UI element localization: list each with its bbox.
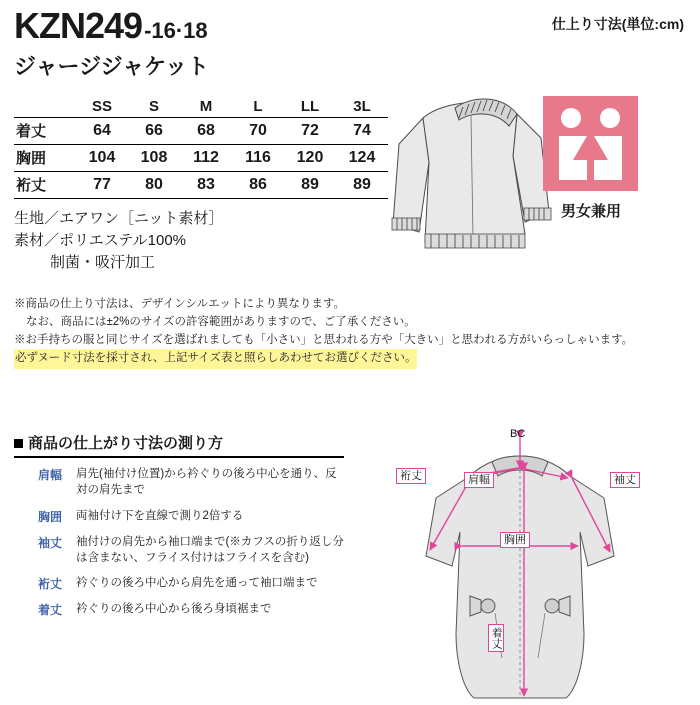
table-cell: 89: [336, 172, 388, 199]
table-row: [14, 118, 388, 145]
product-code-suffix: -16·18: [144, 18, 208, 43]
table-row-label: 裄丈: [14, 172, 76, 199]
table-cell: 116: [232, 145, 284, 172]
table-cell: 120: [284, 145, 336, 172]
table-cell: 77: [76, 172, 128, 199]
note-line: なお、商品には±2%のサイズの許容範囲がありますので、ご了承ください。: [26, 315, 416, 328]
table-header-row: [14, 96, 388, 118]
table-column-header: 3L: [336, 96, 388, 118]
list-item: [14, 601, 344, 618]
table-cell: 124: [336, 145, 388, 172]
diagram-label-katahaba: 肩幅: [464, 472, 494, 488]
section-heading: [14, 432, 344, 458]
definition-description: 衿ぐりの後ろ中心から後ろ身頃裾まで: [76, 603, 272, 616]
product-code: KZN249: [14, 5, 143, 46]
notes-block: [14, 296, 633, 369]
list-item: [14, 508, 344, 525]
spec-title: 仕上り寸法(単位:cm): [551, 16, 684, 32]
table-cell: 108: [128, 145, 180, 172]
table-column-header: SS: [76, 96, 128, 118]
table-cell: 86: [232, 172, 284, 199]
definition-term: 胸囲: [37, 509, 62, 524]
section-heading-text: 商品の仕上がり寸法の測り方: [28, 435, 224, 452]
table-cell: 74: [336, 118, 388, 145]
definition-description: 両袖付け下を直線で測り2倍する: [76, 509, 244, 522]
definition-term: 肩幅: [37, 468, 62, 482]
unisex-icon: [543, 96, 638, 191]
table-cell: 64: [76, 118, 128, 145]
unisex-badge: [543, 96, 638, 191]
table-row: [14, 172, 388, 199]
size-table: [14, 96, 388, 199]
material-composition: 素材／ポリエステル100%: [14, 231, 187, 249]
list-item: [14, 575, 344, 592]
table-row: [14, 145, 388, 172]
definition-term: 袖丈: [37, 535, 62, 550]
diagram-label-kitake: 着丈: [488, 624, 504, 652]
product-header: [14, 5, 210, 81]
jacket-illustration: [385, 84, 565, 284]
table-cell: 80: [128, 172, 180, 199]
definition-term: 裄丈: [37, 577, 62, 592]
unisex-badge-label: 男女兼用: [560, 203, 621, 220]
table-column-header: M: [180, 96, 232, 118]
measurement-definitions: [14, 466, 344, 627]
definition-description: 肩先(袖付け位置)から衿ぐりの後ろ中心を通り、反対の肩先まで: [76, 468, 337, 497]
table-cell: 66: [128, 118, 180, 145]
diagram-label-yuki: 裄丈: [396, 468, 426, 484]
note-line: ※商品の仕上り寸法は、デザインシルエットにより異なります。: [14, 298, 345, 310]
material-fabric: 生地／エアワン［ニット素材］: [14, 210, 224, 227]
table-cell: 70: [232, 118, 284, 145]
material-treatment: 制菌・吸汗加工: [50, 253, 156, 271]
table-cell: 89: [284, 172, 336, 199]
definition-description: 衿ぐりの後ろ中心から肩先を通って袖口端まで: [76, 577, 318, 590]
table-row-label: 胸囲: [14, 145, 76, 172]
table-cell: 68: [180, 118, 232, 145]
list-item: [14, 466, 344, 499]
table-corner-cell: [14, 96, 76, 118]
definition-term: 着丈: [37, 603, 62, 618]
product-name: ジャージジャケット: [14, 54, 210, 79]
table-row-label: 着丈: [14, 118, 76, 145]
note-highlight: 必ずヌード寸法を採寸され、上記サイズ表と照らしあわせてお選びください。: [14, 349, 417, 369]
table-cell: 83: [180, 172, 232, 199]
list-item: [14, 534, 344, 567]
table-column-header: S: [128, 96, 180, 118]
diagram-label-sodetake: 袖丈: [610, 472, 640, 488]
table-cell: 112: [180, 145, 232, 172]
bullet-square-icon: [14, 439, 23, 448]
diagram-label-bc: BC: [510, 428, 526, 440]
table-cell: 72: [284, 118, 336, 145]
definition-description: 袖付けの肩先から袖口端まで(※カフスの折り返し分は含まない、フライス付けはフライスを含む): [76, 535, 344, 564]
materials-block: [14, 208, 223, 273]
measurement-diagram: [352, 428, 700, 700]
product-code-line: [14, 5, 209, 46]
table-cell: 104: [76, 145, 128, 172]
note-line: ※お手持ちの服と同じサイズを選ばれましても「小さい」と思われる方や「大きい」と思われる方がいらっしゃいます。: [14, 333, 634, 346]
table-column-header: LL: [284, 96, 336, 118]
diagram-label-kyoui: 胸囲: [500, 532, 530, 548]
table-column-header: L: [232, 96, 284, 118]
